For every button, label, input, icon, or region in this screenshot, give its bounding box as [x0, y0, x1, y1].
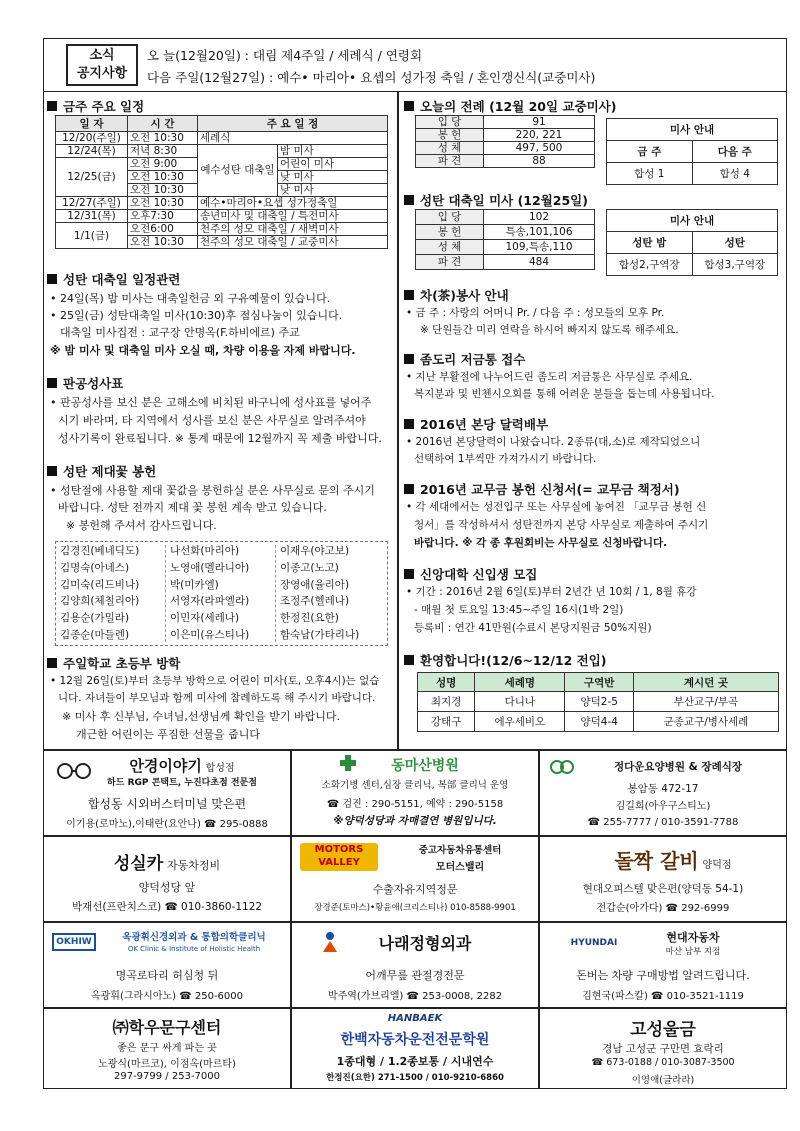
- school-line-2: 니다. 자녀들이 부모님과 함께 미사에 참례하도록 해 주시기 바랍니다.: [58, 692, 376, 704]
- bullet-square-icon: [404, 290, 414, 300]
- ad-line: 봉암동 472-17: [627, 783, 699, 795]
- ad-driving-school: [291, 1008, 539, 1089]
- table-cell: 성 체: [416, 240, 484, 255]
- dues-line-3: 바랍니다. ※ 각 종 후원회비는 사무실로 신청바랍니다.: [414, 537, 668, 549]
- donor-name: 이재우(야고보): [280, 545, 350, 557]
- ad-neurosurgery: [43, 922, 291, 1008]
- table-cell: 세례명: [475, 673, 565, 692]
- table-cell: 오전 9:00: [128, 158, 198, 171]
- bullet-square-icon: [47, 658, 57, 668]
- ad-line: 이기용(로마노),이태란(요안나) ☎ 295-0888: [66, 819, 268, 830]
- table-cell: 102: [484, 210, 595, 225]
- donor-name: 김미숙(리드비나): [60, 578, 140, 591]
- table-cell: 오전 10:30: [128, 184, 198, 197]
- confession-line-3: 성사기록이 완료됩니다. ※ 통계 때문에 12월까지 꼭 제출 바랍니다.: [58, 432, 382, 445]
- table-cell: 낮 미사: [278, 184, 388, 197]
- xmas-mass-heading: 성탄 대축일 미사 (12월25일): [404, 191, 588, 209]
- donor-name: 조정주(헬레나): [280, 595, 350, 608]
- table-cell: 파 견: [416, 255, 484, 270]
- donor-name: 이종고(노고): [280, 561, 339, 574]
- bullet-square-icon: [404, 195, 414, 205]
- ad-line: 옥광휘(그라시아노) ☎ 250-6000: [90, 991, 244, 1002]
- donor-divider: [165, 545, 166, 642]
- donor-name: 나선화(마리아): [170, 545, 240, 557]
- ad-line: ※양덕성당과 자매결연 병원입니다.: [333, 815, 497, 827]
- okhiw-logo: OKHIW: [52, 933, 96, 951]
- table-cell: 오전 10:30: [128, 171, 198, 184]
- ad-line: 297-9799 / 253-7000: [113, 1071, 220, 1082]
- confession-line-1: • 판공성사를 보신 분은 고해소에 비치된 바구니에 성사표를 넣어주: [50, 396, 372, 409]
- flowers-line-2: 바랍니다. 성탄 전까지 제대 꽃 봉헌 계속 받고 있습니다.: [58, 501, 327, 514]
- xmas-mass-table: [415, 209, 595, 270]
- christmas-line-2: • 25일(금) 성탄대축일 미사(10:30)후 점심나눔이 있습니다.: [50, 309, 343, 322]
- ad-car-repair: [43, 836, 291, 922]
- donor-col-3: [280, 543, 359, 644]
- ad-name: 안경이야기: [129, 757, 202, 775]
- table-cell: 봉 헌: [416, 129, 484, 142]
- table-cell: 입 당: [416, 210, 484, 225]
- today-line: 오 늘(12월20일) : 대림 제4주일 / 세례식 / 연령회: [147, 48, 423, 63]
- sunday-school-heading: 주일학교 초등부 방학: [47, 654, 180, 672]
- ad-name: ㈜학우문구센터: [112, 1018, 222, 1037]
- donor-name: 서영자(라파엘라): [170, 595, 250, 608]
- ad-motors-valley: [291, 836, 539, 922]
- donor-name: 장영애(율리아): [280, 578, 350, 591]
- tea-line-2: ※ 단원들간 미리 연락을 하시어 빠지지 않도록 해주세요.: [420, 324, 679, 336]
- table-cell: 성 체: [416, 142, 484, 155]
- ad-orthopedics: [291, 922, 539, 1008]
- column-divider: [397, 92, 399, 750]
- col-date: 일 자: [56, 116, 128, 132]
- christmas-heading: 성탄 대축일 일정관련: [47, 270, 180, 288]
- bullet-square-icon: [404, 101, 414, 111]
- table-cell: 군종교구/병사세례: [633, 712, 778, 732]
- schedule-table: [55, 115, 388, 249]
- table-cell: 12/24(목): [56, 145, 128, 158]
- ad-turmeric: [539, 1008, 787, 1089]
- seminary-line-3: 등록비 : 연간 41만원(수료시 본당지원금 50%지원): [414, 622, 652, 634]
- ad-nursing: [539, 750, 787, 836]
- calendar-line-1: • 2016년 본당달력이 나왔습니다. 2종류(대,소)로 제작되었으니: [406, 436, 701, 448]
- table-cell: 양덕2-5: [565, 692, 634, 712]
- christmas-line-4: ※ 밤 미사 및 대축일 미사 오실 때, 차량 이용을 자제 바랍니다.: [50, 344, 356, 357]
- bullet-square-icon: [404, 484, 414, 494]
- ad-line: 박재선(프란치스코) ☎ 010-3860-1122: [71, 901, 263, 913]
- donor-name: 김경진(베네딕도): [60, 545, 140, 557]
- bullet-square-icon: [404, 354, 414, 364]
- ad-line: 노광식(마르코), 이점옥(마르타): [98, 1059, 236, 1070]
- flowers-line-3: ※ 봉헌해 주셔서 감사드립니다.: [66, 519, 217, 532]
- ad-sub: 양덕점: [702, 860, 732, 871]
- table-cell: 오전 10:30: [128, 197, 198, 210]
- table-cell: 성탄 밤: [607, 232, 693, 254]
- col-time: 시 간: [128, 116, 198, 132]
- table-cell: 봉 헌: [416, 225, 484, 240]
- ad-sub: OK Clinic & Institute of Holistic Health: [127, 945, 261, 953]
- tea-line-1: • 금 주 : 사랑의 어머니 Pr. / 다음 주 : 성모들의 모후 Pr.: [406, 307, 665, 319]
- calendar-heading: 2016년 본당 달력배부: [404, 415, 548, 433]
- table-cell: 입 당: [416, 116, 484, 129]
- donor-name: 김용순(가밀라): [60, 612, 130, 625]
- table-cell: 오전 10:30: [128, 236, 198, 249]
- ad-sub: 합성점: [205, 763, 235, 774]
- table-cell: 성탄: [692, 232, 778, 254]
- ad-line: 이영애(글라라): [631, 1075, 695, 1086]
- confession-line-2: 시기 바라며, 타 지역에서 성사를 보신 분은 사무실로 알려주셔야: [58, 414, 366, 427]
- christmas-line-1: • 24일(목) 밤 미사는 대축일헌금 외 구유예물이 있습니다.: [50, 292, 331, 305]
- bullet-square-icon: [47, 274, 57, 284]
- ad-line: 합성동 시외버스터미널 맞은편: [87, 797, 247, 811]
- table-cell: 미사 안내: [607, 210, 778, 232]
- school-line-3: ※ 미사 후 신부님, 수녀님,선생님께 확인을 받기 바랍니다.: [62, 710, 340, 723]
- table-cell: 송년미사 및 대축일 / 특전미사: [198, 210, 388, 223]
- savings-heading: 좀도리 저금통 접수: [404, 350, 525, 368]
- table-cell: 합성 1: [607, 163, 693, 185]
- donor-col-2: [170, 543, 249, 644]
- savings-line-2: 복지분과 및 빈첸시오회를 통해 어려운 분들을 돕는데 사용됩니다.: [414, 388, 715, 400]
- table-cell: 부산교구/부곡: [633, 692, 778, 712]
- table-cell: 천주의 성모 대축일 / 교중미사: [198, 236, 388, 249]
- school-line-1: • 12월 26일(토)부터 초등부 방학으로 어린이 미사(토, 오후4시)는 없습: [50, 675, 380, 687]
- ad-line: 김길희(아우구스티노): [615, 801, 711, 812]
- seminary-line-2: - 매월 첫 토요일 13:45~주일 16시(1박 2일): [414, 604, 624, 616]
- seminary-line-1: • 기간 : 2016년 2월 6일(토)부터 2년간 년 10회 / 1, 8월 휴강: [406, 586, 697, 598]
- ad-name: 정다운요양병원 & 장례식장: [613, 761, 743, 773]
- table-cell: 오전6:00: [128, 223, 198, 236]
- ad-stationery: [43, 1008, 291, 1089]
- donor-name: 이민자(세레나): [170, 612, 240, 625]
- ad-line: 현대오피스텔 맞은편(양덕동 54-1): [582, 883, 744, 895]
- ad-line: 전갑순(아가다) ☎ 292-6999: [596, 903, 730, 914]
- ad-sub: 마산 남부 지점: [665, 947, 721, 957]
- donor-name: 노영애(멜라니아): [170, 561, 250, 574]
- tea-heading: 차(茶)봉사 안내: [404, 286, 509, 304]
- bullet-square-icon: [47, 101, 57, 111]
- ad-hyundai: [539, 922, 787, 1008]
- table-cell: 특송,101,106: [484, 225, 595, 240]
- hyundai-logo: HYUNDAI: [570, 938, 618, 948]
- table-cell: 오후7:30: [128, 210, 198, 223]
- donor-name: 박(미카엘): [170, 578, 219, 591]
- table-cell: 금 주: [607, 141, 693, 163]
- ad-name: 돌짝 갈비: [614, 849, 699, 873]
- table-cell: 12/31(목): [56, 210, 128, 223]
- news-label-2: 공지사항: [76, 66, 128, 81]
- ad-sub: 자동차정비: [166, 859, 221, 872]
- table-cell: 12/20(주일): [56, 132, 128, 145]
- donor-divider: [275, 545, 276, 642]
- ad-line: 돈버는 차량 구매방법 알려드립니다.: [576, 969, 750, 982]
- ad-line: 경남 고성군 구만면 효락리: [602, 1043, 724, 1055]
- ad-name: 동마산병원: [391, 758, 459, 774]
- ad-name: 성실카: [113, 854, 164, 874]
- table-cell: 1/1(금): [56, 223, 128, 249]
- dues-heading: 2016년 교무금 봉헌 신청서(= 교무금 책정서): [404, 480, 680, 498]
- ad-line: 1종대형 / 1.2종보통 / 시내연수: [336, 1055, 494, 1068]
- xmas-mass-guide-table: [606, 209, 778, 276]
- table-cell: 91: [484, 116, 595, 129]
- ad-line: 어깨무릎 관절경전문: [365, 969, 465, 982]
- ad-line: 하드 RGP 콘택트, 누진다초점 전문점: [107, 778, 257, 788]
- liturgy-mass-table: [606, 118, 778, 185]
- ad-line: 박주역(가브리엘) ☎ 253-0008, 2282: [327, 991, 503, 1002]
- bullet-square-icon: [47, 378, 57, 388]
- table-cell: 합성 4: [692, 163, 778, 185]
- donor-name: 이은미(유스티나): [170, 628, 250, 641]
- table-cell: 합성2,구역장: [607, 254, 693, 276]
- table-cell: 계시던 곳: [633, 673, 778, 692]
- confession-heading: 판공성사표: [47, 374, 123, 392]
- ad-sub: 모터스밸리: [435, 862, 485, 873]
- calendar-line-2: 선택하여 1부씩만 가져가시기 바랍니다.: [414, 453, 597, 465]
- ads-section: [43, 750, 787, 1089]
- savings-line-1: • 지난 부활절에 나누어드린 좀도리 저금통은 사무실로 주세요.: [406, 371, 693, 383]
- bullet-square-icon: [404, 569, 414, 579]
- ad-line: 수출자유지역정문: [372, 883, 458, 896]
- ad-line: 한정진(요한) 271-1500 / 010-9210-6860: [326, 1073, 504, 1083]
- table-cell: 세례식: [198, 132, 388, 145]
- liturgy-table: [415, 115, 595, 168]
- flowers-heading: 성탄 제대꽃 봉헌: [47, 462, 156, 480]
- flowers-line-1: • 성탄절에 사용할 제대 꽃값을 봉헌하실 분은 사무실로 문의 주시기: [50, 484, 375, 497]
- table-cell: 양덕4-4: [565, 712, 634, 732]
- liturgy-heading: 오늘의 전례 (12월 20일 교중미사): [404, 97, 616, 115]
- ad-hospital: [291, 750, 539, 836]
- table-cell: 파 견: [416, 155, 484, 168]
- welcome-table: [417, 672, 779, 732]
- ad-glasses: [43, 750, 291, 836]
- table-cell: 천주의 성모 대축일 / 새벽미사: [198, 223, 388, 236]
- table-cell: 어린이 미사: [278, 158, 388, 171]
- welcome-heading: 환영합니다!(12/6~12/12 전입): [404, 651, 607, 669]
- table-cell: 12/25(금): [56, 158, 128, 197]
- table-cell: 최지경: [418, 692, 475, 712]
- ad-name: 한백자동차운전전문학원: [340, 1032, 490, 1048]
- dues-line-1: • 각 세대에서는 성전입구 또는 사무실에 놓여진 「교무금 봉헌 신: [406, 501, 707, 513]
- table-cell: 88: [484, 155, 595, 168]
- news-label-1: 소식: [89, 48, 115, 63]
- table-cell: 미사 안내: [607, 119, 778, 141]
- next-sunday-line: 다음 주일(12월27일) : 예수• 마리아• 요셉의 성가정 축일 / 혼인갱신식(교중미사): [147, 70, 596, 85]
- bullet-square-icon: [404, 419, 414, 429]
- ad-line: 양덕성당 앞: [138, 881, 196, 894]
- col-event: 주 요 일 정: [198, 116, 388, 132]
- hanbaek-logo: HANBAEK: [387, 1013, 443, 1024]
- table-cell: 성명: [418, 673, 475, 692]
- table-cell: 220, 221: [484, 129, 595, 142]
- ad-name: 중고자동차유통센터: [418, 845, 502, 856]
- donor-name: 김명숙(아네스): [60, 561, 130, 574]
- donor-col-1: [60, 543, 139, 644]
- christmas-line-3: 대축일 미사집전 : 교구장 안명옥(F.하비에르) 주교: [60, 326, 300, 339]
- ad-line: 소화기병 센터,심장 클리닉, 복部 클리닉 운영: [321, 780, 509, 791]
- table-cell: 다음 주: [692, 141, 778, 163]
- table-cell: 저녁 8:30: [128, 145, 198, 158]
- table-cell: 다니나: [475, 692, 565, 712]
- ad-name: 현대자동차: [666, 931, 720, 944]
- school-line-4: 개근한 어린이는 푸짐한 선물을 줍니다: [76, 728, 261, 741]
- table-cell: 예수성탄 대축일: [198, 145, 278, 197]
- donor-name: 함숙남(가타리나): [280, 628, 360, 641]
- table-cell: 에우세비오: [475, 712, 565, 732]
- motors-valley-logo: MOTORS VALLEY: [300, 843, 378, 871]
- table-cell: 오전 10:30: [128, 132, 198, 145]
- ad-line: ☎ 255-7777 / 010-3591-7788: [587, 817, 739, 828]
- ad-name: 나래정형외과: [378, 934, 472, 953]
- schedule-heading: 금주 주요 일정: [47, 97, 144, 115]
- ad-name: 옥광휘신경외과 & 통합의학클리닉: [122, 932, 266, 943]
- ad-name: 고성울금: [630, 1020, 696, 1040]
- table-cell: 497, 500: [484, 142, 595, 155]
- donor-name: 김종순(마들렌): [60, 628, 130, 641]
- table-cell: 109,특송,110: [484, 240, 595, 255]
- donor-name: 김양희(체칠리아): [60, 595, 140, 608]
- ad-line: 좋은 문구 싸게 파는 곳: [117, 1043, 217, 1054]
- ad-galbi: [539, 836, 787, 922]
- bullet-square-icon: [47, 466, 57, 476]
- table-cell: 낮 미사: [278, 171, 388, 184]
- ad-line: 명곡로타리 허심청 뒤: [115, 969, 219, 982]
- seminary-heading: 신앙대학 신입생 모집: [404, 565, 537, 583]
- table-cell: 합성3,구역장: [692, 254, 778, 276]
- table-cell: 강태구: [418, 712, 475, 732]
- table-cell: 밤 미사: [278, 145, 388, 158]
- table-cell: 구역반: [565, 673, 634, 692]
- ad-line: ☎ 673-0188 / 010-3087-3500: [591, 1057, 735, 1068]
- bullet-square-icon: [404, 655, 414, 665]
- ad-line: 김현국(파스칼) ☎ 010-3521-1119: [582, 991, 744, 1002]
- ad-line: 장경준(토마스)•황윤애(크리스티나) 010-8588-9901: [314, 903, 516, 913]
- news-label-box: [66, 44, 138, 86]
- table-cell: 484: [484, 255, 595, 270]
- donor-name: 한정진(요한): [280, 612, 339, 625]
- table-cell: 예수•마리아•요셉 성가정축일: [198, 197, 388, 210]
- ad-line: ☎ 검진 : 290-5151, 예약 : 290-5158: [326, 799, 504, 810]
- table-cell: 12/27(주일): [56, 197, 128, 210]
- dues-line-2: 청서」를 작성하셔서 성탄전까지 본당 사무실로 제출하여 주시기: [414, 519, 709, 531]
